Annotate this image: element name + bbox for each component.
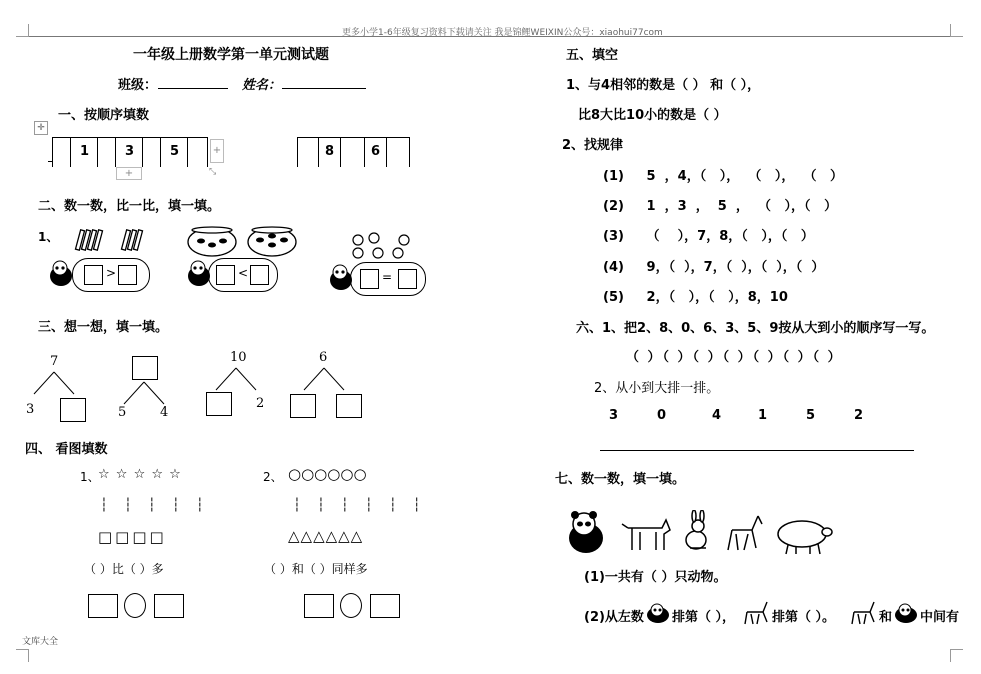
pencils-illustration	[72, 226, 152, 254]
tree-right: 4	[160, 405, 169, 420]
name-label: 姓名：	[242, 78, 282, 93]
position-text: (2)从左数	[584, 610, 644, 625]
answer-box[interactable]	[60, 398, 86, 422]
deer-icon	[728, 516, 762, 550]
corner-mark	[950, 649, 963, 662]
tree-top: 6	[319, 350, 328, 365]
panda-icon	[646, 602, 670, 624]
page-title: 一年级上册数学第一单元测试题	[133, 47, 329, 63]
item-number: 2、	[263, 470, 283, 484]
answer-box[interactable]	[206, 392, 232, 416]
compare-sign: >	[106, 266, 117, 280]
pattern-row: (5) 2，（ ），（ ），8，10	[603, 290, 788, 305]
section-6-heading: 六、1、把2、8、0、6、3、5、9按从大到小的顺序写一写。	[576, 321, 935, 336]
sort-number: 0	[657, 408, 667, 423]
pig-icon	[778, 521, 832, 554]
answer-box[interactable]	[132, 356, 158, 380]
page-header: 更多小学1-6年级复习资料下载请关注 我是锦鲤WEIXIN公众号：xiaohui77com	[342, 28, 663, 38]
fishbowls-illustration	[186, 224, 302, 258]
answer-box[interactable]	[398, 269, 417, 289]
deer-icon	[850, 600, 878, 626]
tree-top: 7	[50, 354, 59, 369]
compare-sentence: （ ）比（ ）多	[84, 562, 164, 576]
answer-box[interactable]	[250, 265, 269, 285]
seq-value: 6	[371, 144, 381, 159]
stars-row: ☆ ☆ ☆ ☆ ☆	[98, 467, 182, 482]
seq-value: 8	[325, 144, 335, 159]
compare-sign: =	[382, 270, 393, 284]
add-column-button[interactable]: +	[210, 139, 224, 163]
animals-illustration	[566, 510, 836, 558]
compare-sentence: （ ）和（ ）同样多	[264, 562, 368, 576]
answer-box[interactable]	[370, 594, 400, 618]
sort-number: 3	[609, 408, 619, 423]
add-row-button[interactable]: +	[116, 167, 142, 180]
section-5-heading: 五、填空	[566, 48, 619, 63]
corner-mark	[950, 24, 963, 37]
position-text: 排第（ ），	[672, 610, 736, 625]
sort-number: 1	[758, 408, 768, 423]
fill-question: 1、与4相邻的数是（ ） 和（ ），	[566, 78, 761, 93]
page-footer: 文库大全	[22, 637, 59, 647]
sort-answer-line[interactable]	[600, 450, 914, 451]
sort-number: 5	[806, 408, 816, 423]
name-field[interactable]	[282, 88, 366, 89]
dotted-lines: ┆ ┆ ┆ ┆ ┆ ┆	[293, 498, 427, 513]
dotted-lines: ┆ ┆ ┆ ┆ ┆	[100, 498, 210, 513]
position-text: 和	[879, 610, 893, 625]
section-2-heading: 二、数一数，比一比，填一填。	[38, 199, 221, 214]
answer-box[interactable]	[84, 265, 103, 285]
rabbit-icon	[686, 510, 706, 549]
fox-icon	[622, 520, 670, 550]
seq-value: 1	[80, 144, 90, 159]
pattern-row: (4) 9，（ ），7，（ ），（ ），（ ）	[603, 260, 825, 275]
answer-box[interactable]	[304, 594, 334, 618]
tree-right: 2	[256, 396, 265, 411]
sort-number: 2	[854, 408, 864, 423]
answer-box[interactable]	[88, 594, 118, 618]
class-field[interactable]	[158, 88, 228, 89]
pattern-heading: 2、找规律	[562, 138, 624, 153]
answer-circle[interactable]	[340, 593, 362, 618]
triangles-row: △△△△△△	[288, 527, 364, 545]
tree-left: 3	[26, 402, 35, 417]
seq-value: 5	[170, 144, 180, 159]
pattern-row: (2) 1 ，3 ， 5 ， （ ），（ ）	[603, 199, 838, 214]
corner-mark	[16, 649, 29, 662]
position-text: 中间有	[920, 610, 960, 625]
corner-mark	[16, 24, 29, 37]
section-4-heading: 四、 看图填数	[25, 442, 108, 457]
squares-row: □□□□	[98, 528, 167, 546]
count-question: (1)一共有（ ）只动物。	[584, 570, 727, 585]
apples-illustration	[348, 228, 418, 260]
sort-question: 2、从小到大排一排。	[594, 381, 720, 396]
header-rule	[20, 36, 961, 37]
pattern-row: (1) 5 ，4，（ ）， （ ）， （ ）	[603, 169, 844, 184]
class-label: 班级：	[118, 78, 158, 93]
circles-row: ○○○○○○	[288, 465, 367, 483]
answer-box[interactable]	[118, 265, 137, 285]
answer-box[interactable]	[336, 394, 362, 418]
item-number: 1、	[38, 230, 59, 244]
answer-box[interactable]	[360, 269, 379, 289]
seq-value: 3	[125, 144, 135, 159]
answer-box[interactable]	[290, 394, 316, 418]
answer-box[interactable]	[154, 594, 184, 618]
section-7-heading: 七、数一数，填一填。	[555, 472, 686, 487]
answer-box[interactable]	[216, 265, 235, 285]
section-3-heading: 三、想一想，填一填。	[38, 320, 169, 335]
tree-top: 10	[230, 350, 247, 365]
item-number: 1、	[80, 470, 100, 484]
compare-sign: <	[238, 266, 249, 280]
move-handle-icon[interactable]: ✛	[34, 121, 48, 135]
tree-left: 5	[118, 405, 127, 420]
section-1-heading: 一、按顺序填数	[58, 108, 150, 123]
position-text: 排第（ ）。	[772, 610, 836, 625]
fill-question: 比8大比10小的数是（ ）	[578, 108, 727, 123]
deer-icon	[743, 600, 771, 626]
panda-icon	[48, 258, 74, 288]
pattern-row: (3) （ ），7，8，（ ），（ ）	[603, 229, 814, 244]
panda-icon	[569, 511, 603, 553]
sort-number: 4	[712, 408, 722, 423]
order-answer-row[interactable]: （ ）（ ）（ ）（ ）（ ）（ ）（ ）	[626, 350, 843, 365]
answer-circle[interactable]	[124, 593, 146, 618]
resize-handle-icon[interactable]: ⤡	[209, 167, 217, 177]
panda-icon	[894, 602, 918, 624]
